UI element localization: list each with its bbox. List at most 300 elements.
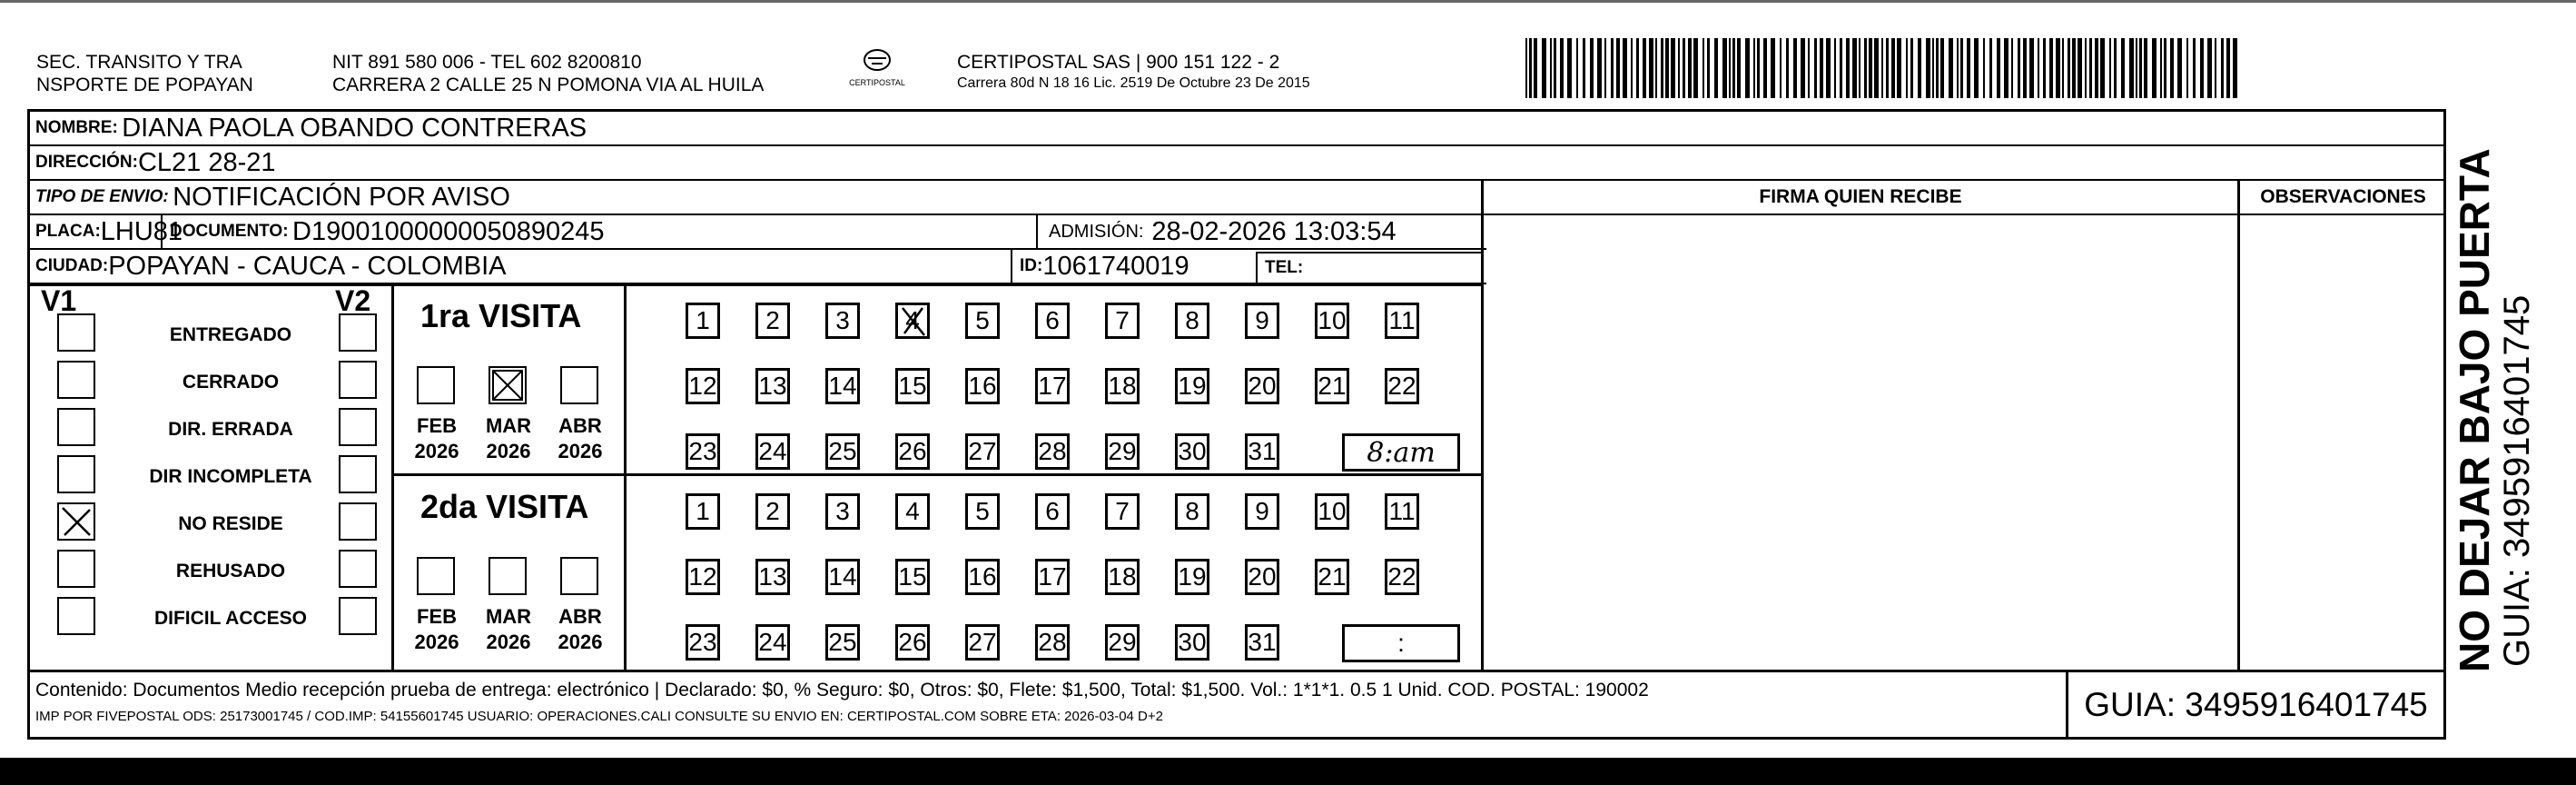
barcode-bar — [2215, 38, 2216, 98]
day-box[interactable] — [686, 433, 720, 470]
day-number: 8 — [1185, 497, 1199, 525]
day-box[interactable] — [755, 493, 790, 530]
day-box[interactable] — [1035, 303, 1070, 339]
day-number: 29 — [1108, 437, 1137, 465]
barcode-bar — [1534, 38, 1537, 98]
status-v2-checkbox[interactable] — [339, 455, 377, 493]
status-v2-checkbox[interactable] — [339, 361, 377, 399]
month-checkbox[interactable] — [417, 366, 455, 404]
barcode-bar — [1732, 38, 1735, 98]
day-box[interactable] — [1035, 493, 1070, 530]
day-box[interactable] — [1105, 303, 1140, 339]
barcode-bar — [1655, 38, 1657, 98]
status-label: NO RESIDE — [178, 513, 283, 534]
status-v2-checkbox[interactable] — [339, 597, 377, 635]
status-label: DIR INCOMPLETA — [149, 466, 312, 487]
day-number: 3 — [835, 497, 850, 525]
status-label: CERRADO — [182, 372, 280, 392]
barcode-bar — [2160, 38, 2162, 98]
nit-line: NIT 891 580 006 - TEL 602 8200810 — [332, 52, 642, 73]
check-mark-icon — [490, 368, 525, 402]
barcode-bar — [1757, 38, 1760, 98]
barcode-bar — [1714, 38, 1718, 98]
barcode-bar — [1814, 38, 1817, 98]
status-v1-checkbox[interactable] — [57, 361, 95, 399]
day-number: 28 — [1038, 628, 1067, 656]
day-box[interactable] — [755, 303, 790, 339]
barcode-bar — [2085, 38, 2087, 98]
barcode-bar — [1801, 38, 1805, 98]
barcode-bar — [2109, 38, 2111, 98]
day-box[interactable] — [825, 624, 860, 661]
admision-cell — [1036, 215, 1481, 248]
month-year: 2026 — [486, 440, 531, 462]
day-box[interactable] — [1035, 559, 1070, 595]
handwritten-x-icon — [895, 303, 930, 339]
day-box[interactable] — [686, 303, 720, 339]
barcode-bar — [2062, 38, 2064, 98]
day-number: 23 — [688, 437, 717, 465]
day-box[interactable] — [686, 493, 720, 530]
status-block — [30, 284, 1481, 671]
day-number: 11 — [1388, 497, 1416, 525]
day-number: 27 — [968, 437, 997, 465]
ciudad-value: POPAYAN - CAUCA - COLOMBIA — [108, 251, 507, 281]
sender-line1: SEC. TRANSITO Y TRA — [36, 52, 242, 73]
barcode-bar — [1859, 38, 1860, 98]
barcode-bar — [1604, 38, 1606, 98]
day-number: 18 — [1108, 372, 1137, 400]
tel-cell — [1256, 252, 1481, 283]
day-box[interactable] — [825, 559, 860, 595]
month-year: 2026 — [414, 631, 459, 653]
day-box[interactable] — [895, 433, 930, 470]
day-number: 12 — [688, 372, 717, 400]
day-box[interactable] — [1175, 493, 1209, 530]
day-number: 20 — [1248, 372, 1277, 400]
barcode-bar — [1678, 38, 1680, 98]
month-year: 2026 — [414, 440, 459, 462]
day-number: 5 — [975, 306, 990, 334]
barcode-bar — [1616, 38, 1620, 98]
barcode-bar — [2043, 38, 2046, 98]
day-number: 30 — [1178, 437, 1207, 465]
status-label: ENTREGADO — [169, 324, 292, 345]
day-number: 6 — [1045, 497, 1060, 525]
barcode-bar — [1542, 38, 1546, 98]
barcode-bar — [2018, 38, 2020, 98]
barcode-bar — [2078, 38, 2082, 98]
day-number: 19 — [1178, 372, 1207, 400]
barcode-bar — [1808, 38, 1810, 98]
barcode-bar — [2011, 38, 2013, 98]
signature-area — [1481, 181, 2443, 670]
firma-header: FIRMA QUIEN RECIBE — [1484, 181, 2237, 215]
visit-time-box[interactable] — [1342, 624, 1460, 662]
day-box[interactable] — [965, 624, 1000, 661]
day-box[interactable] — [965, 493, 1000, 530]
day-box[interactable] — [1245, 433, 1279, 470]
barcode-bar — [2089, 38, 2092, 98]
barcode-bar — [1983, 38, 1985, 98]
barcode-bar — [1722, 38, 1727, 98]
barcode-bar — [1820, 38, 1823, 98]
barcode-bar — [2072, 38, 2076, 98]
barcode-bar — [1840, 38, 1842, 98]
barcode-bar — [2029, 38, 2034, 98]
status-label: DIFICIL ACCESO — [153, 608, 307, 629]
barcode-bar — [1671, 38, 1675, 98]
day-box[interactable] — [895, 493, 930, 530]
day-number: 25 — [828, 628, 857, 656]
barcode-bar — [1683, 38, 1685, 98]
barcode-bar — [2114, 38, 2117, 98]
barcode-bar — [1974, 38, 1979, 98]
barcode-bar — [2152, 38, 2157, 98]
day-box[interactable] — [1035, 433, 1070, 470]
day-box[interactable] — [686, 559, 720, 595]
month-name: ABR — [558, 414, 602, 437]
visit-time: 8:am — [1367, 436, 1436, 469]
company-block — [957, 51, 1466, 94]
status-v1-checkbox[interactable] — [57, 455, 95, 493]
day-box[interactable] — [825, 433, 860, 470]
barcode-bar — [2129, 38, 2134, 98]
status-v1-checkbox[interactable] — [57, 313, 95, 352]
day-number: 23 — [688, 628, 717, 656]
barcode — [1525, 38, 2252, 100]
day-number: 4 — [905, 306, 920, 334]
day-box[interactable] — [1315, 559, 1349, 595]
day-number: 16 — [968, 372, 997, 400]
nombre-row — [30, 112, 2443, 146]
day-number: 31 — [1248, 628, 1277, 656]
status-v2-checkbox[interactable] — [339, 550, 377, 588]
barcode-bar — [2200, 38, 2204, 98]
barcode-bar — [1846, 38, 1850, 98]
day-number: 24 — [758, 437, 787, 465]
day-box[interactable] — [1385, 559, 1419, 595]
status-v1-checkbox[interactable] — [57, 502, 95, 541]
id-label: ID: — [1020, 256, 1043, 275]
day-number: 8 — [1185, 306, 1199, 334]
tipo-envio-row — [30, 181, 1486, 215]
day-box[interactable] — [1245, 559, 1279, 595]
barcode-bar — [1729, 38, 1731, 98]
barcode-bar — [1560, 38, 1564, 98]
day-box[interactable] — [1035, 624, 1070, 661]
day-number: 19 — [1178, 562, 1207, 591]
status-v2-checkbox[interactable] — [339, 313, 377, 352]
documento-cell — [161, 215, 605, 248]
month-year: 2026 — [558, 440, 603, 462]
tipo-envio-value: NOTIFICACIÓN POR AVISO — [173, 182, 510, 212]
day-box[interactable] — [1385, 303, 1419, 339]
month-name: ABR — [558, 605, 602, 628]
day-number: 4 — [905, 497, 920, 525]
barcode-bar — [1826, 38, 1831, 98]
month-name: FEB — [417, 605, 457, 628]
day-number: 21 — [1318, 562, 1347, 591]
status-v1-checkbox[interactable] — [57, 408, 95, 446]
check-mark-icon — [59, 504, 94, 539]
barcode-bar — [2186, 38, 2188, 98]
barcode-bar — [2023, 38, 2027, 98]
day-box[interactable] — [755, 624, 790, 661]
day-box[interactable] — [1175, 303, 1209, 339]
day-number: 14 — [828, 372, 857, 400]
barcode-bar — [1881, 38, 1883, 98]
placa-label: PLACA: — [35, 222, 101, 241]
barcode-bar — [2177, 38, 2182, 98]
barcode-bar — [1529, 38, 1532, 98]
barcode-bar — [1703, 38, 1704, 98]
barcode-bar — [1852, 38, 1857, 98]
observaciones-column — [2237, 181, 2446, 670]
month-checkbox[interactable] — [489, 557, 527, 595]
barcode-bar — [1597, 38, 1602, 98]
day-box[interactable] — [965, 303, 1000, 339]
barcode-bar — [2221, 38, 2224, 98]
v2-header: V2 — [335, 284, 371, 317]
barcode-bar — [1874, 38, 1879, 98]
day-box[interactable] — [1175, 433, 1209, 470]
firma-box[interactable] — [1484, 215, 2237, 666]
visit-divider — [394, 473, 1481, 476]
barcode-bar — [1967, 38, 1970, 98]
side-guia: GUIA: 3495916401745 — [2497, 294, 2537, 667]
barcode-bar — [1737, 38, 1741, 98]
barcode-bar — [1936, 38, 1939, 98]
barcode-bar — [1753, 38, 1755, 98]
barcode-bar — [2164, 38, 2166, 98]
month-name: MAR — [485, 414, 532, 437]
side-warning: NO DEJAR BAJO PUERTA — [2451, 148, 2498, 672]
barcode-bar — [1636, 38, 1639, 98]
tipo-envio-label: TIPO DE ENVIO: — [35, 187, 169, 206]
day-box[interactable] — [895, 368, 930, 404]
day-box[interactable] — [965, 559, 1000, 595]
month-checkbox[interactable] — [417, 557, 455, 595]
status-v1-checkbox[interactable] — [57, 550, 95, 588]
day-number: 13 — [758, 562, 787, 591]
nombre-value: DIANA PAOLA OBANDO CONTRERAS — [122, 113, 587, 143]
day-box[interactable] — [1385, 493, 1419, 530]
barcode-bar — [1793, 38, 1797, 98]
day-box[interactable] — [1245, 493, 1279, 530]
day-number: 18 — [1108, 562, 1137, 591]
day-number: 2 — [765, 306, 780, 334]
barcode-bar — [2233, 38, 2237, 98]
barcode-bar — [1631, 38, 1633, 98]
barcode-bar — [1763, 38, 1767, 98]
barcode-bar — [1583, 38, 1585, 98]
barcode-bar — [1834, 38, 1836, 98]
day-number: 11 — [1388, 306, 1416, 334]
day-box[interactable] — [825, 303, 860, 339]
barcode-bar — [1688, 38, 1692, 98]
day-box[interactable] — [1315, 303, 1349, 339]
barcode-bar — [2136, 38, 2137, 98]
barcode-bar — [1949, 38, 1953, 98]
footer-line1: Contenido: Documentos Medio recepción prueba de entrega: electrónico | Declarado: $0, % Seguro: $0, Otros: $0, Flete: $1,500, Total: $1,500. Vol.: 1*1*1. 0.5 1 Unid. COD. POSTAL: 190002 — [35, 680, 1649, 701]
scan-edge-top — [0, 0, 2576, 3]
month-label — [410, 604, 464, 655]
barcode-bar — [1997, 38, 2000, 98]
day-box[interactable] — [895, 624, 930, 661]
direccion-row — [30, 146, 2443, 181]
company-line2: Carrera 80d N 18 16 Lic. 2519 De Octubre 23 De 2015 — [957, 75, 1310, 91]
day-number: 29 — [1108, 628, 1137, 656]
footer — [30, 670, 2443, 737]
barcode-bar — [1780, 38, 1781, 98]
barcode-bar — [1786, 38, 1789, 98]
day-box[interactable] — [965, 368, 1000, 404]
month-label — [481, 604, 536, 655]
day-box[interactable] — [1245, 368, 1279, 404]
day-number: 16 — [968, 562, 997, 591]
barcode-bar — [2121, 38, 2125, 98]
barcode-bar — [1525, 38, 1527, 98]
month-label — [553, 604, 607, 655]
barcode-bar — [1550, 38, 1552, 98]
day-number: 15 — [898, 562, 927, 591]
day-box[interactable] — [755, 559, 790, 595]
barcode-bar — [1886, 38, 1889, 98]
month-year: 2026 — [558, 631, 603, 653]
barcode-bar — [1932, 38, 1934, 98]
day-number: 2 — [765, 497, 780, 525]
barcode-bar — [1960, 38, 1963, 98]
day-box[interactable] — [965, 433, 1000, 470]
barcode-bar — [1940, 38, 1944, 98]
barcode-bar — [2056, 38, 2060, 98]
month-checkbox[interactable] — [560, 366, 598, 404]
day-number: 7 — [1115, 306, 1130, 334]
address-line: CARRERA 2 CALLE 25 N POMONA VIA AL HUILA — [332, 75, 765, 95]
admision-value: 28-02-2026 13:03:54 — [1151, 216, 1397, 246]
day-box[interactable] — [1105, 624, 1140, 661]
day-box[interactable] — [1105, 368, 1140, 404]
day-box[interactable] — [895, 303, 930, 339]
barcode-bar — [2139, 38, 2142, 98]
visit-title: 1ra VISITA — [420, 297, 582, 334]
month-label — [481, 413, 536, 464]
sender-line2: NSPORTE DE POPAYAN — [36, 75, 253, 95]
documento-label: DOCUMENTO: — [170, 222, 289, 241]
month-year: 2026 — [486, 631, 531, 653]
barcode-bar — [1906, 38, 1908, 98]
day-number: 1 — [696, 497, 710, 525]
barcode-bar — [2049, 38, 2053, 98]
day-box[interactable] — [1035, 368, 1070, 404]
day-box[interactable] — [1105, 559, 1140, 595]
issuer-block — [332, 51, 859, 96]
day-box[interactable] — [755, 433, 790, 470]
barcode-bar — [1665, 38, 1669, 98]
visit-time-box[interactable] — [1342, 433, 1460, 472]
nombre-label: NOMBRE: — [35, 118, 118, 137]
day-number: 17 — [1038, 372, 1067, 400]
barcode-bar — [1989, 38, 1992, 98]
month-label — [410, 413, 464, 464]
day-number: 9 — [1255, 306, 1269, 334]
day-number: 21 — [1318, 372, 1347, 400]
day-box[interactable] — [1105, 433, 1140, 470]
main-frame — [27, 109, 2446, 740]
day-number: 27 — [968, 628, 997, 656]
day-box[interactable] — [1105, 493, 1140, 530]
day-box[interactable] — [895, 559, 930, 595]
footer-line2: IMP POR FIVEPOSTAL ODS: 25173001745 / COD.IMP: 54155601745 USUARIO: OPERACIONES.CALI CONSULTE SU ENVIO EN: CERTIPOSTAL.COM SOBRE ETA: 2026-03-04 D+2 — [35, 709, 1163, 724]
day-number: 9 — [1255, 497, 1269, 525]
barcode-bar — [2004, 38, 2008, 98]
day-number: 14 — [828, 562, 857, 591]
day-number: 13 — [758, 372, 787, 400]
day-box[interactable] — [1175, 559, 1209, 595]
day-number: 31 — [1248, 437, 1277, 465]
day-number: 10 — [1318, 497, 1347, 525]
barcode-bar — [1623, 38, 1627, 98]
day-number: 26 — [898, 437, 927, 465]
id-value: 1061740019 — [1042, 251, 1189, 281]
barcode-bar — [2170, 38, 2174, 98]
status-v1-checkbox[interactable] — [57, 597, 95, 635]
day-box[interactable] — [1385, 368, 1419, 404]
company-line1: CERTIPOSTAL SAS | 900 151 122 - 2 — [957, 52, 1280, 73]
status-divider — [391, 286, 394, 671]
day-box[interactable] — [1315, 368, 1349, 404]
day-number: 20 — [1248, 562, 1277, 591]
status-label: DIR. ERRADA — [168, 419, 293, 440]
day-box[interactable] — [1245, 624, 1279, 661]
day-box[interactable] — [686, 368, 720, 404]
admision-label: ADMISIÓN: — [1049, 221, 1144, 242]
footer-guia: GUIA: 3495916401745 — [2066, 672, 2443, 737]
month-checkbox[interactable] — [560, 557, 598, 595]
barcode-bar — [1693, 38, 1698, 98]
day-box[interactable] — [686, 624, 720, 661]
day-number: 26 — [898, 628, 927, 656]
observaciones-header: OBSERVACIONES — [2240, 181, 2446, 215]
barcode-bar — [1869, 38, 1872, 98]
day-box[interactable] — [755, 368, 790, 404]
day-box[interactable] — [1245, 303, 1279, 339]
day-number: 30 — [1178, 628, 1207, 656]
day-box[interactable] — [1315, 493, 1349, 530]
barcode-bar — [1897, 38, 1901, 98]
status-v2-checkbox[interactable] — [339, 502, 377, 541]
barcode-bar — [1957, 38, 1959, 98]
status-label: REHUSADO — [175, 561, 286, 581]
day-box[interactable] — [825, 493, 860, 530]
barcode-bar — [1611, 38, 1614, 98]
documento-value: D19001000000050890245 — [292, 216, 605, 246]
day-box[interactable] — [1175, 624, 1209, 661]
barcode-bar — [1590, 38, 1594, 98]
day-box[interactable] — [825, 368, 860, 404]
visit-time: : — [1397, 629, 1405, 657]
scan-edge-bottom — [0, 758, 2576, 785]
barcode-bar — [1649, 38, 1653, 98]
day-box[interactable] — [1175, 368, 1209, 404]
barcode-bar — [1554, 38, 1556, 98]
barcode-bar — [2068, 38, 2070, 98]
status-v2-checkbox[interactable] — [339, 408, 377, 446]
month-checkbox[interactable] — [489, 366, 527, 404]
barcode-bar — [1567, 38, 1572, 98]
month-label — [553, 413, 607, 464]
